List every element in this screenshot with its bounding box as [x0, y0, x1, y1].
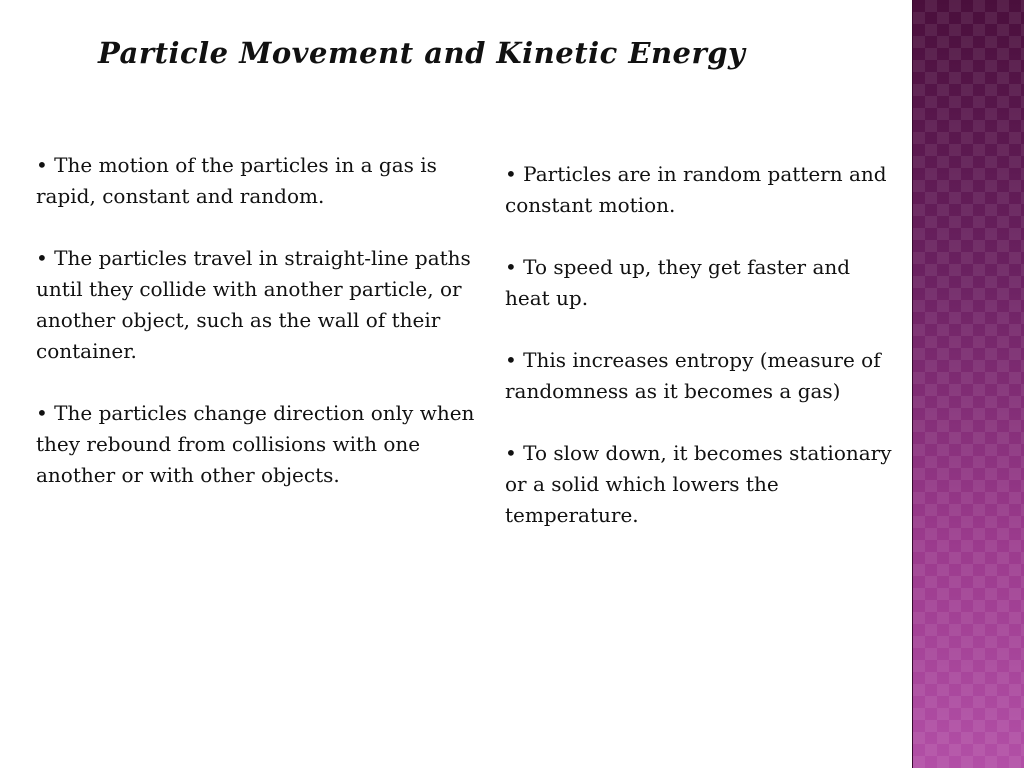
bullet-point: • Particles are in random pattern and constant motion. — [505, 162, 887, 217]
bullet-point: • The particles travel in straight-line paths until they collide with another particle, or another object, such as the wall of their container. — [36, 246, 471, 363]
bullet-point: • The motion of the particles in a gas is rapid, constant and random. — [36, 153, 437, 208]
slide-title: Particle Movement and Kinetic Energy — [98, 36, 746, 70]
left-text-column — [36, 150, 476, 522]
decorative-side-band — [912, 0, 1024, 768]
bullet-point: • To slow down, it becomes stationary or a solid which lowers the temperature. — [505, 441, 892, 527]
bullet-point: • The particles change direction only when they rebound from collisions with one another or with other objects. — [36, 401, 475, 487]
bullet-point: • This increases entropy (measure of randomness as it becomes a gas) — [505, 348, 881, 403]
right-text-column — [505, 159, 895, 562]
bullet-point: • To speed up, they get faster and heat up. — [505, 255, 851, 310]
